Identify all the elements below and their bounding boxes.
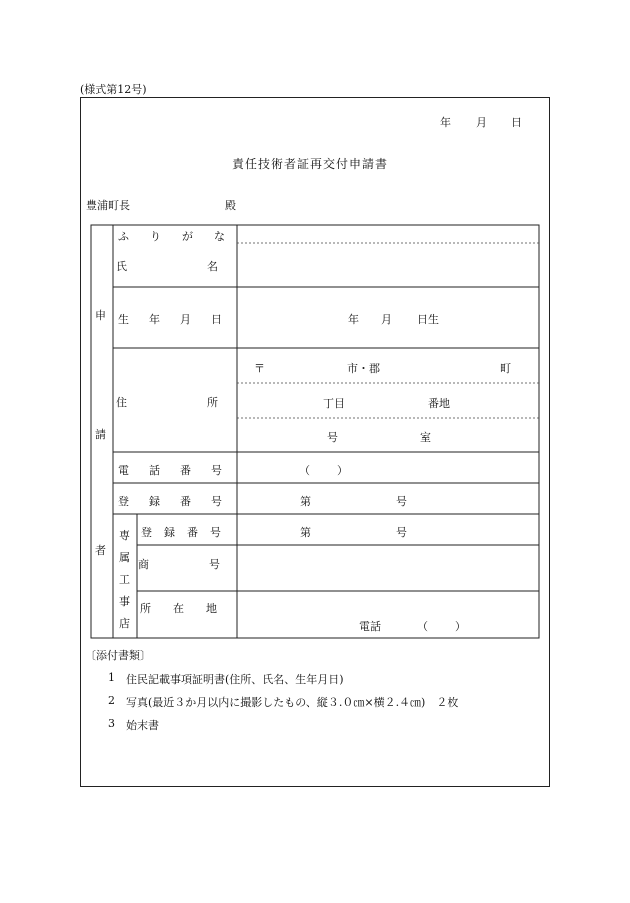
- shop-char-2: 属: [119, 551, 130, 564]
- form-number: (様式第12号): [80, 83, 147, 96]
- location-phone-label: 電話: [359, 620, 381, 633]
- address-label: 住所: [116, 396, 298, 409]
- address-room: 室: [420, 431, 431, 444]
- attachment-1-text: 住民記載事項証明書(住所、氏名、生年月日): [126, 673, 344, 686]
- addressee-name: 豊浦町長: [86, 199, 130, 212]
- furigana-label: ふりがな: [118, 230, 246, 243]
- address-town: 町: [500, 362, 511, 375]
- postal-mark: 〒: [254, 362, 265, 375]
- birth-day: 日生: [417, 313, 439, 326]
- form-title: 責任技術者証再交付申請書: [232, 157, 389, 171]
- name-field[interactable]: [240, 246, 536, 284]
- shop-reg-label: 登録番号: [141, 526, 233, 539]
- reg-prefix: 第: [300, 495, 311, 508]
- shop-reg-suffix: 号: [396, 526, 407, 539]
- furigana-field[interactable]: [240, 227, 536, 241]
- address-city: 市・郡: [347, 362, 380, 375]
- reg-label: 登録番号: [118, 495, 242, 508]
- shop-char-5: 店: [119, 617, 130, 630]
- trade-label: 商号: [138, 558, 280, 571]
- shop-reg-prefix: 第: [300, 526, 311, 539]
- location-field[interactable]: [240, 594, 536, 614]
- birth-year: 年: [348, 313, 359, 326]
- attachment-2-text: 写真(最近３か月以内に撮影したもの、縦３.０㎝×横２.４㎝) ２枚: [126, 696, 459, 709]
- name-label: 氏名: [116, 260, 298, 273]
- reg-suffix: 号: [396, 495, 407, 508]
- date-year: 年: [440, 116, 451, 129]
- shop-char-3: 工: [119, 573, 130, 586]
- address-banchi: 番地: [428, 397, 450, 410]
- attachments-heading: 〔添付書類〕: [85, 649, 151, 662]
- attachment-1-num: 1: [108, 671, 115, 684]
- phone-label: 電話番号: [118, 464, 242, 477]
- trade-field[interactable]: [240, 548, 536, 588]
- attachment-3-num: 3: [108, 717, 115, 730]
- birth-month: 月: [381, 313, 392, 326]
- applicant-char-2: 請: [95, 428, 106, 441]
- date-day: 日: [511, 116, 522, 129]
- shop-char-4: 事: [119, 595, 130, 608]
- shop-char-1: 専: [119, 529, 130, 542]
- applicant-char-1: 申: [95, 309, 106, 322]
- address-go: 号: [327, 431, 338, 444]
- location-phone-paren: （ ）: [417, 620, 474, 633]
- location-label: 所在地: [140, 602, 239, 615]
- birth-label: 生年月日: [118, 313, 242, 326]
- applicant-char-3: 者: [95, 544, 106, 557]
- addressee-honorific: 殿: [225, 199, 236, 212]
- attachment-3-text: 始末書: [126, 719, 159, 732]
- attachment-2-num: 2: [108, 694, 115, 707]
- address-chome: 丁目: [323, 397, 345, 410]
- date-month: 月: [476, 116, 487, 129]
- phone-value: （ ）: [299, 464, 356, 477]
